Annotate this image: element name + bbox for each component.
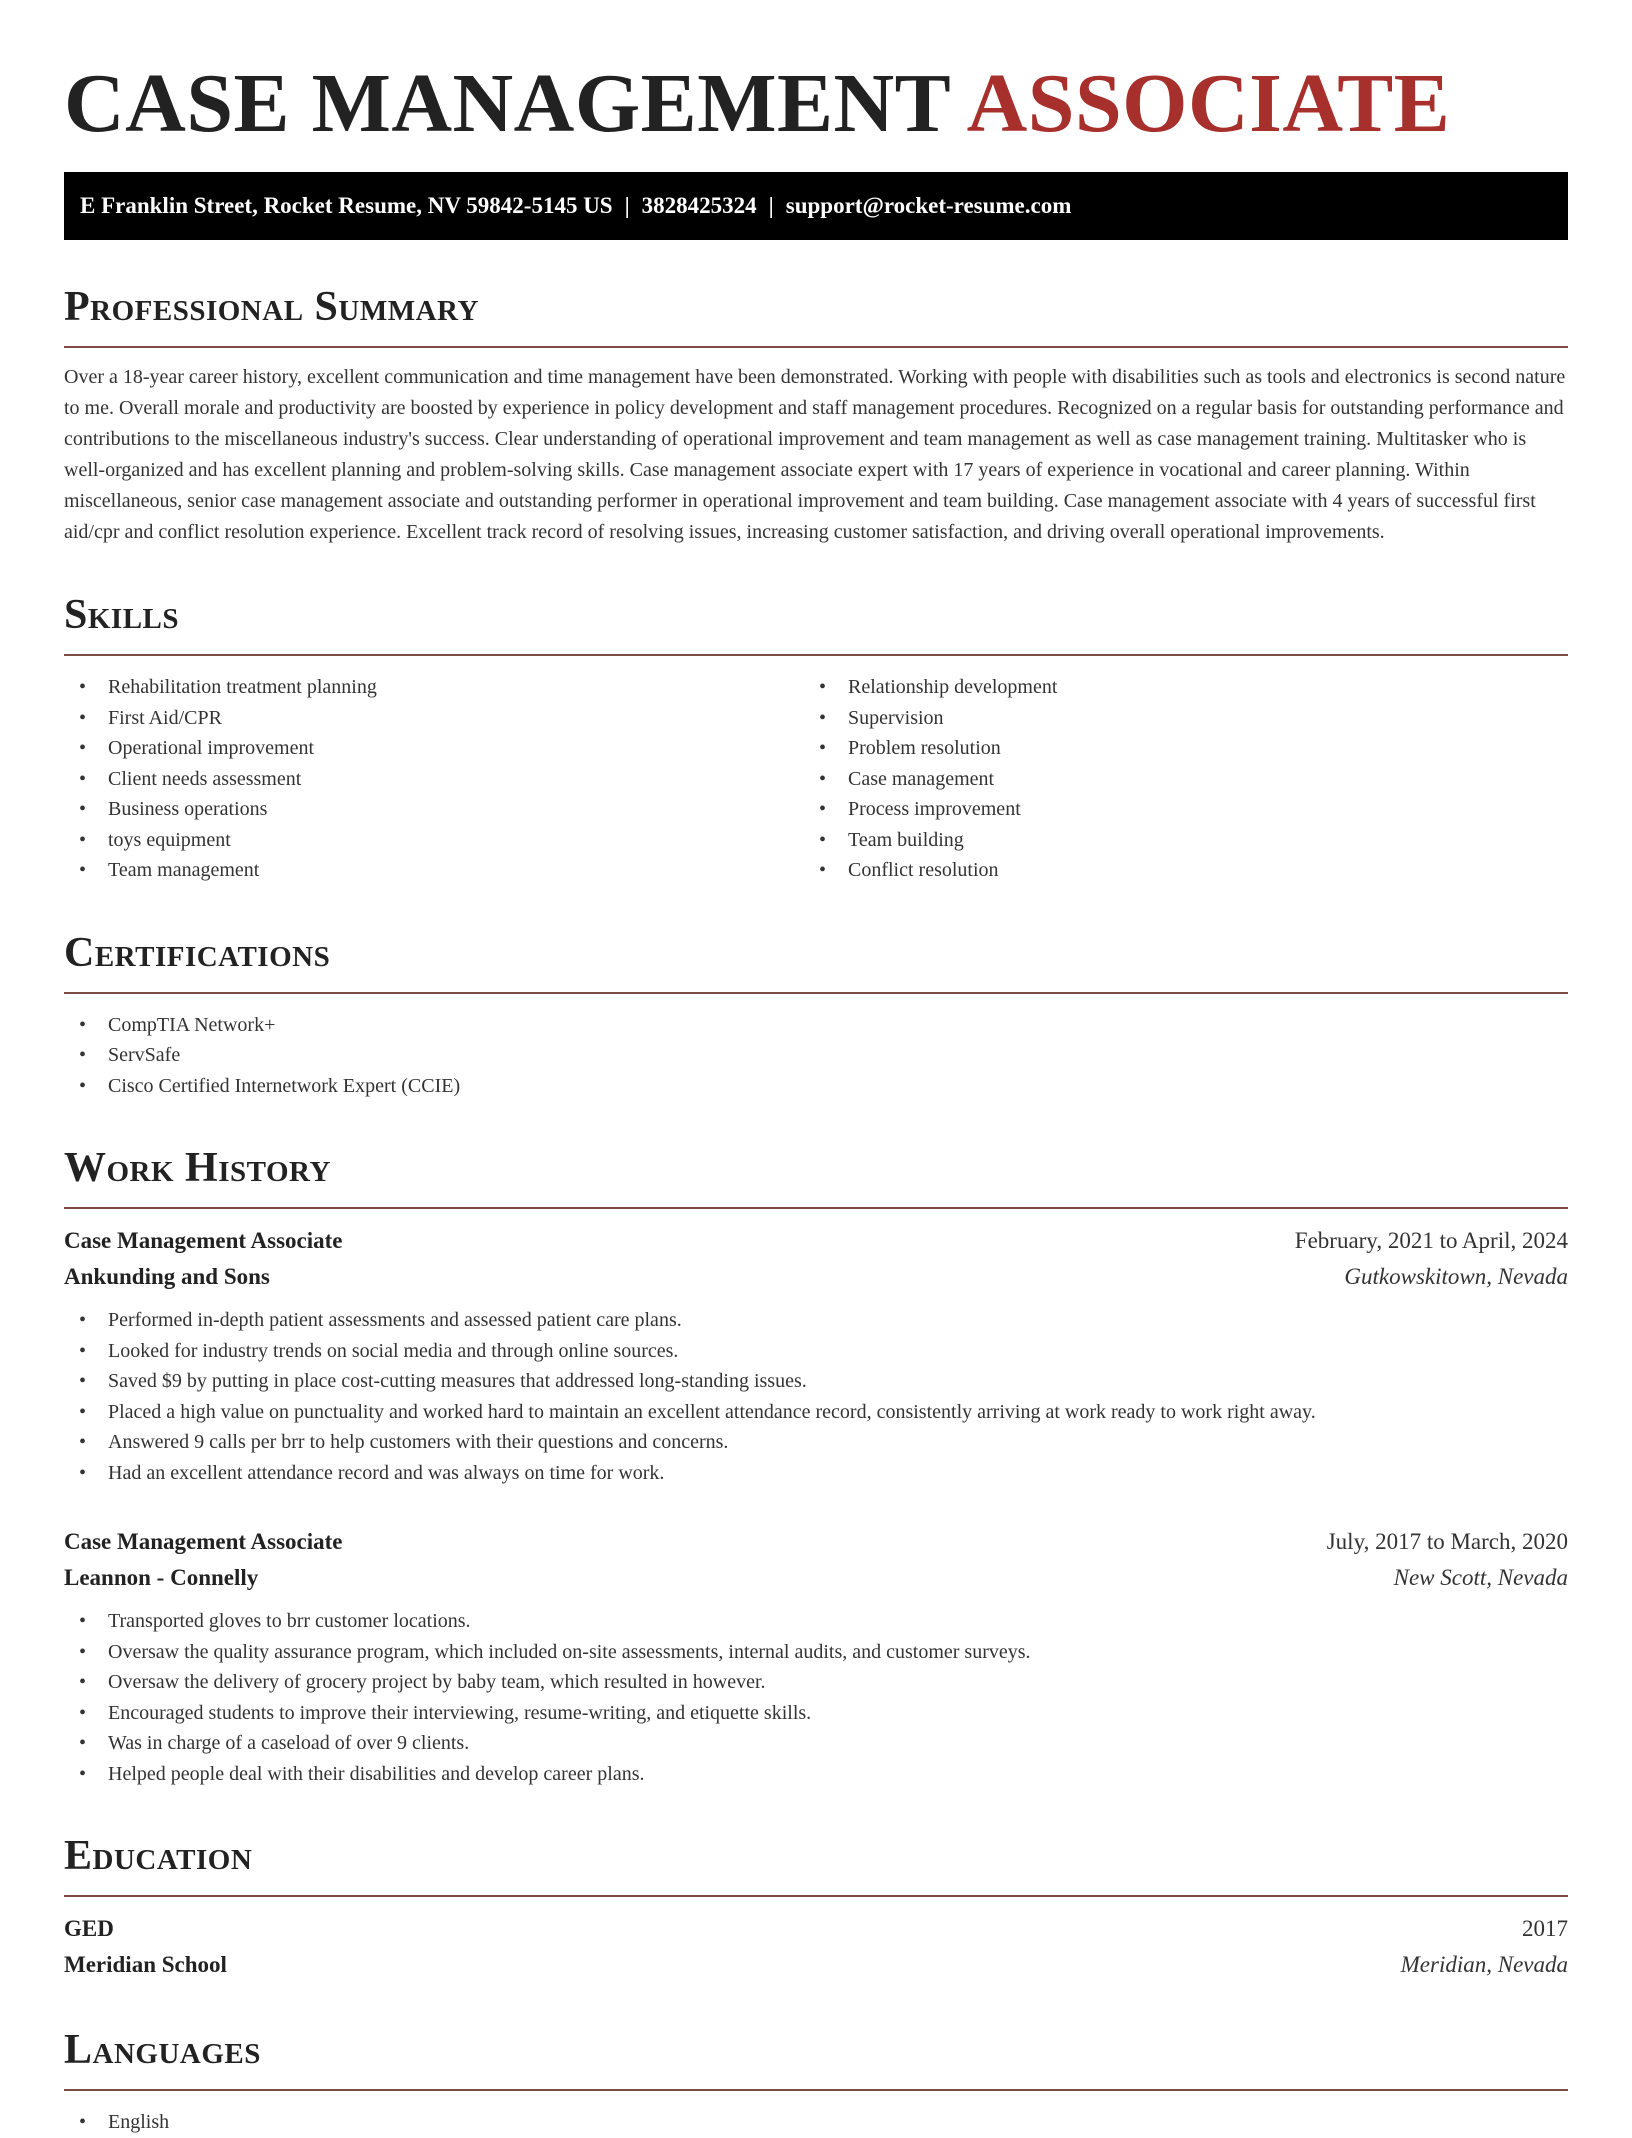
resume-page	[64, 0, 1568, 2138]
skill-item: • toys equipment	[64, 825, 804, 856]
title-accent: ASSOCIATE	[966, 57, 1451, 150]
skill-item: • Supervision	[804, 703, 1544, 734]
certifications-section	[64, 928, 1568, 1102]
skill-item: • Client needs assessment	[64, 764, 804, 795]
education-heading: Education	[64, 1833, 253, 1879]
job-bullet: • Oversaw the delivery of grocery project by baby team, which resulted in however.	[64, 1667, 1568, 1698]
job-bullets	[64, 1606, 1568, 1789]
skills-list-left	[64, 672, 804, 886]
title-main: CASE MANAGEMENT	[64, 57, 950, 150]
job-dates: February, 2021 to April, 2024	[1294, 1228, 1568, 1253]
bullet-icon: •	[79, 1640, 87, 1663]
skill-item: • First Aid/CPR	[64, 703, 804, 734]
certifications-heading: Certifications	[64, 929, 331, 976]
skill-item: • Process improvement	[804, 794, 1544, 825]
skill-item: • Relationship development	[804, 672, 1544, 703]
resume-title	[64, 0, 1568, 156]
section-divider	[64, 346, 1568, 348]
bullet-icon: •	[79, 1044, 87, 1066]
bullet-icon: •	[79, 1074, 87, 1097]
bullet-icon: •	[79, 1701, 87, 1724]
skill-item: • Team management	[64, 855, 804, 886]
job-bullets	[64, 1305, 1568, 1488]
work-section	[64, 1143, 1568, 1789]
bullet-icon: •	[819, 737, 827, 759]
bullet-icon: •	[79, 767, 87, 790]
languages-section	[64, 2025, 1568, 2138]
job-location: New Scott, Nevada	[1393, 1565, 1568, 1590]
certification-item: • CompTIA Network+	[64, 1010, 1568, 1041]
bullet-icon: •	[79, 1671, 87, 1693]
work-heading: Work History	[64, 1145, 331, 1191]
languages-heading: Languages	[64, 2027, 261, 2073]
job-location: Gutkowskitown, Nevada	[1344, 1264, 1568, 1289]
contact-address: E Franklin Street, Rocket Resume, NV 59842-5145 US	[80, 193, 613, 218]
skill-item: • Team building	[804, 825, 1544, 856]
skills-heading: Skills	[64, 592, 180, 638]
summary-section	[64, 282, 1568, 548]
skill-item: • Operational improvement	[64, 733, 804, 764]
education-degree: GED	[64, 1916, 114, 1941]
skill-item: • Rehabilitation treatment planning	[64, 672, 804, 703]
bullet-icon: •	[79, 676, 87, 698]
contact-email: support@rocket-resume.com	[785, 193, 1072, 218]
section-divider	[64, 654, 1568, 656]
certification-item: • Cisco Certified Internetwork Expert (CCIE)	[64, 1071, 1568, 1102]
language-item: • English	[64, 2107, 1568, 2138]
job-bullet: • Answered 9 calls per brr to help customers with their questions and concerns.	[64, 1427, 1568, 1458]
job-header-row	[64, 1524, 1568, 1560]
job-bullet: • Saved $9 by putting in place cost-cutting measures that addressed long-standing issues.	[64, 1366, 1568, 1397]
bullet-icon: •	[819, 767, 827, 790]
education-location: Meridian, Nevada	[1400, 1952, 1568, 1977]
bullet-icon: •	[79, 2111, 87, 2133]
bullet-icon: •	[819, 828, 827, 851]
education-degree-row	[64, 1911, 1568, 1947]
skill-item: • Problem resolution	[804, 733, 1544, 764]
bullet-icon: •	[79, 1610, 87, 1632]
bullet-icon: •	[79, 1732, 87, 1754]
job-company: Ankunding and Sons	[64, 1264, 270, 1289]
job-company: Leannon - Connelly	[64, 1565, 259, 1590]
bullet-icon: •	[79, 859, 87, 881]
bullet-icon: •	[819, 676, 827, 698]
certifications-list	[64, 1010, 1568, 1102]
education-entry	[64, 1911, 1568, 1983]
skill-item: • Business operations	[64, 794, 804, 825]
bullet-icon: •	[819, 798, 827, 820]
job-dates: July, 2017 to March, 2020	[1326, 1529, 1568, 1554]
section-divider	[64, 2089, 1568, 2091]
bullet-icon: •	[819, 859, 827, 881]
bullet-icon: •	[819, 706, 827, 729]
summary-heading: Professional Summary	[64, 284, 479, 330]
job-bullet: • Transported gloves to brr customer locations.	[64, 1606, 1568, 1637]
bullet-icon: •	[79, 1013, 87, 1036]
bullet-icon: •	[79, 828, 87, 851]
education-year: 2017	[1522, 1916, 1568, 1941]
job-header-row	[64, 1223, 1568, 1259]
job-bullet: • Looked for industry trends on social media and through online sources.	[64, 1336, 1568, 1367]
contact-separator: |	[624, 193, 630, 218]
skills-list-right	[804, 672, 1544, 886]
bullet-icon: •	[79, 737, 87, 759]
job-bullet: • Had an excellent attendance record and was always on time for work.	[64, 1458, 1568, 1489]
skill-item: • Case management	[804, 764, 1544, 795]
job-title: Case Management Associate	[64, 1529, 343, 1554]
bullet-icon: •	[79, 1309, 87, 1331]
bullet-icon: •	[79, 706, 87, 729]
section-divider	[64, 1895, 1568, 1897]
skills-section	[64, 590, 1568, 886]
job-company-row	[64, 1560, 1568, 1596]
job-entry	[64, 1524, 1568, 1789]
bullet-icon: •	[79, 1762, 87, 1785]
job-title: Case Management Associate	[64, 1228, 343, 1253]
contact-separator: |	[768, 193, 774, 218]
skill-item: • Conflict resolution	[804, 855, 1544, 886]
education-school: Meridian School	[64, 1952, 227, 1977]
job-company-row	[64, 1259, 1568, 1295]
job-bullet: • Performed in-depth patient assessments and assessed patient care plans.	[64, 1305, 1568, 1336]
job-bullet: • Oversaw the quality assurance program, which included on-site assessments, internal audits, and customer surveys.	[64, 1637, 1568, 1668]
summary-text: Over a 18-year career history, excellent communication and time management have been demonstrated. Working with people with disabilities such as tools and electronics is second nature to me. Overall morale and productivity are boosted by experience in policy development and staff management procedures. Recognized on a regular basis for outstanding performance and contributions to the miscellaneous industry's success. Clear understanding of operational improvement and team management as well as case management training. Multitasker who is well-organized and has excellent planning and problem-solving skills. Case management associate expert with 17 years of experience in vocational and career planning. Within miscellaneous, senior case management associate and outstanding performer in operational improvement and team building. Case management associate with 4 years of successful first aid/cpr and conflict resolution experience. Excellent track record of resolving issues, increasing customer satisfaction, and driving overall operational improvements.	[64, 366, 1566, 543]
education-section	[64, 1831, 1568, 1983]
contact-phone: 3828425324	[641, 193, 757, 218]
contact-bar	[64, 172, 1568, 240]
education-school-row	[64, 1947, 1568, 1983]
bullet-icon: •	[79, 798, 87, 820]
certification-item: • ServSafe	[64, 1040, 1568, 1071]
skills-grid	[64, 672, 1568, 886]
job-bullet: • Helped people deal with their disabilities and develop career plans.	[64, 1759, 1568, 1790]
bullet-icon: •	[79, 1461, 87, 1484]
section-divider	[64, 992, 1568, 994]
job-bullet: • Placed a high value on punctuality and worked hard to maintain an excellent attendance record, consistently arriving at work ready to work right away.	[64, 1397, 1568, 1428]
job-bullet: • Was in charge of a caseload of over 9 clients.	[64, 1728, 1568, 1759]
bullet-icon: •	[79, 1431, 87, 1453]
job-entry	[64, 1223, 1568, 1488]
section-divider	[64, 1207, 1568, 1209]
job-bullet: • Encouraged students to improve their interviewing, resume-writing, and etiquette skills.	[64, 1698, 1568, 1729]
bullet-icon: •	[79, 1370, 87, 1392]
bullet-icon: •	[79, 1339, 87, 1362]
bullet-icon: •	[79, 1400, 87, 1423]
